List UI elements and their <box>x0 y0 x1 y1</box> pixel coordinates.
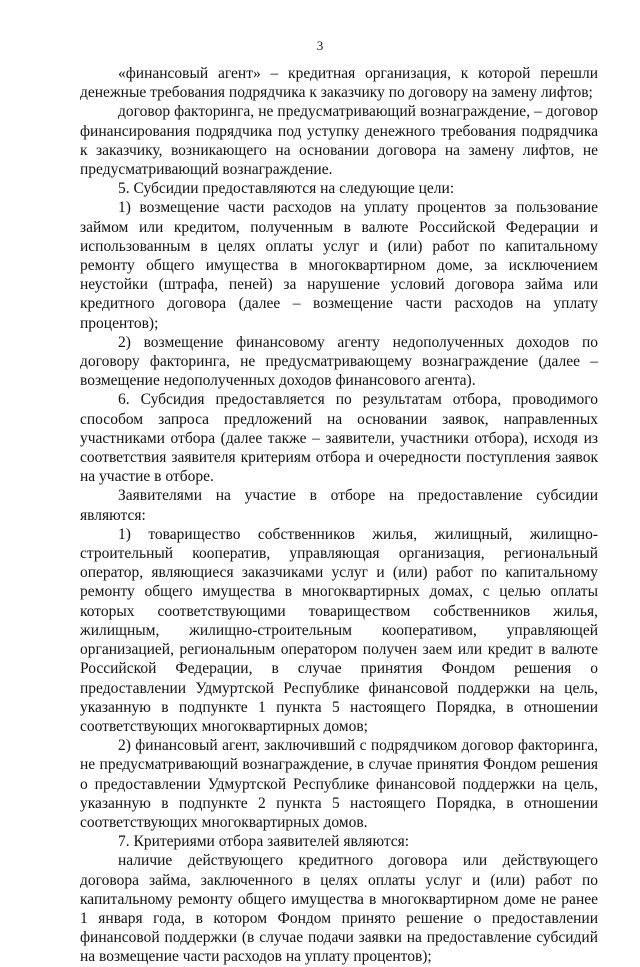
paragraph-item-5-1: 1) возмещение части расходов на уплату процентов за пользование займом или кредитом, полученным в валюте Российской Федерации и использованным в целях оплаты услуг и (или) работ по капитальному ремонту общего имущества в многоквартирном доме, за исключением неустойки (штрафа, пеней) за нарушение условий договора займа или кредитного договора (далее – возмещение части расходов на уплату процентов); <box>80 199 598 332</box>
paragraph-item-7-criterion: наличие действующего кредитного договора или действующего договора займа, заключенного в целях оплаты услуг и (или) работ по капитальному ремонту общего имущества в многоквартирном доме не ранее 1 января года, в котором Фондом принято решение о предоставлении финансовой поддержки (в случае подачи заявки на предоставление субсидий на возмещение части расходов на уплату процентов); <box>80 852 598 966</box>
document-body <box>80 64 598 967</box>
paragraph-financial-agent-definition: «финансовый агент» – кредитная организация, к которой перешли денежные требования подрядчика к заказчику по договору на замену лифтов; <box>80 65 598 102</box>
paragraph-item-7-header: 7. Критериями отбора заявителей являются: <box>118 833 410 851</box>
paragraph-applicants-header: Заявителями на участие в отборе на предоставление субсидии являются: <box>80 487 598 524</box>
paragraph-applicants-2: 2) финансовый агент, заключивший с подрядчиком договор факторинга, не предусматривающий вознаграждение, в случае принятия Фондом решения о предоставлении Удмуртской Республике финансовой поддержки на цель, указанную в подпункте 2 пункта 5 настоящего Порядка, в отношении соответствующих многоквартирных домов. <box>80 737 598 831</box>
paragraph-applicants-1: 1) товарищество собственников жилья, жилищный, жилищно-строительный кооператив, управляющая организация, региональный оператор, являющиеся заказчиками услуг и (или) работ по капитальному ремонту общего имущества в многоквартирных домах, с целью оплаты которых соответствующими товариществом собственников жилья, жилищным, жилищно-строительным кооперативом, управляющей организацией, региональным оператором получен заем или кредит в валюте Российской Федерации, в случае принятия Фондом решения о предоставлении Удмуртской Республике финансовой поддержки на цель, указанную в подпункте 1 пункта 5 настоящего Порядка, в отношении соответствующих многоквартирных домов; <box>80 525 598 735</box>
page-number: 3 <box>316 38 324 53</box>
paragraph-item-5-2: 2) возмещение финансовому агенту недополученных доходов по договору факторинга, не предусматривающему вознаграждение (далее – возмещение недополученных доходов финансового агента). <box>80 333 598 390</box>
paragraph-item-5-header: 5. Субсидии предоставляются на следующие цели: <box>118 180 455 198</box>
paragraph-item-6: 6. Субсидия предоставляется по результатам отбора, проводимого способом запроса предложений на основании заявок, направленных участниками отбора (далее также – заявители, участники отбора), исходя из соответствия заявителя критериям отбора и очередности поступления заявок на участие в отборе. <box>80 391 598 486</box>
paragraph-factoring-definition: договор факторинга, не предусматривающий вознаграждение, – договор финансирования подрядчика под уступку денежного требования подрядчика к заказчику, возникающего на основании договора на замену лифтов, не предусматривающий вознаграждение. <box>80 103 598 179</box>
